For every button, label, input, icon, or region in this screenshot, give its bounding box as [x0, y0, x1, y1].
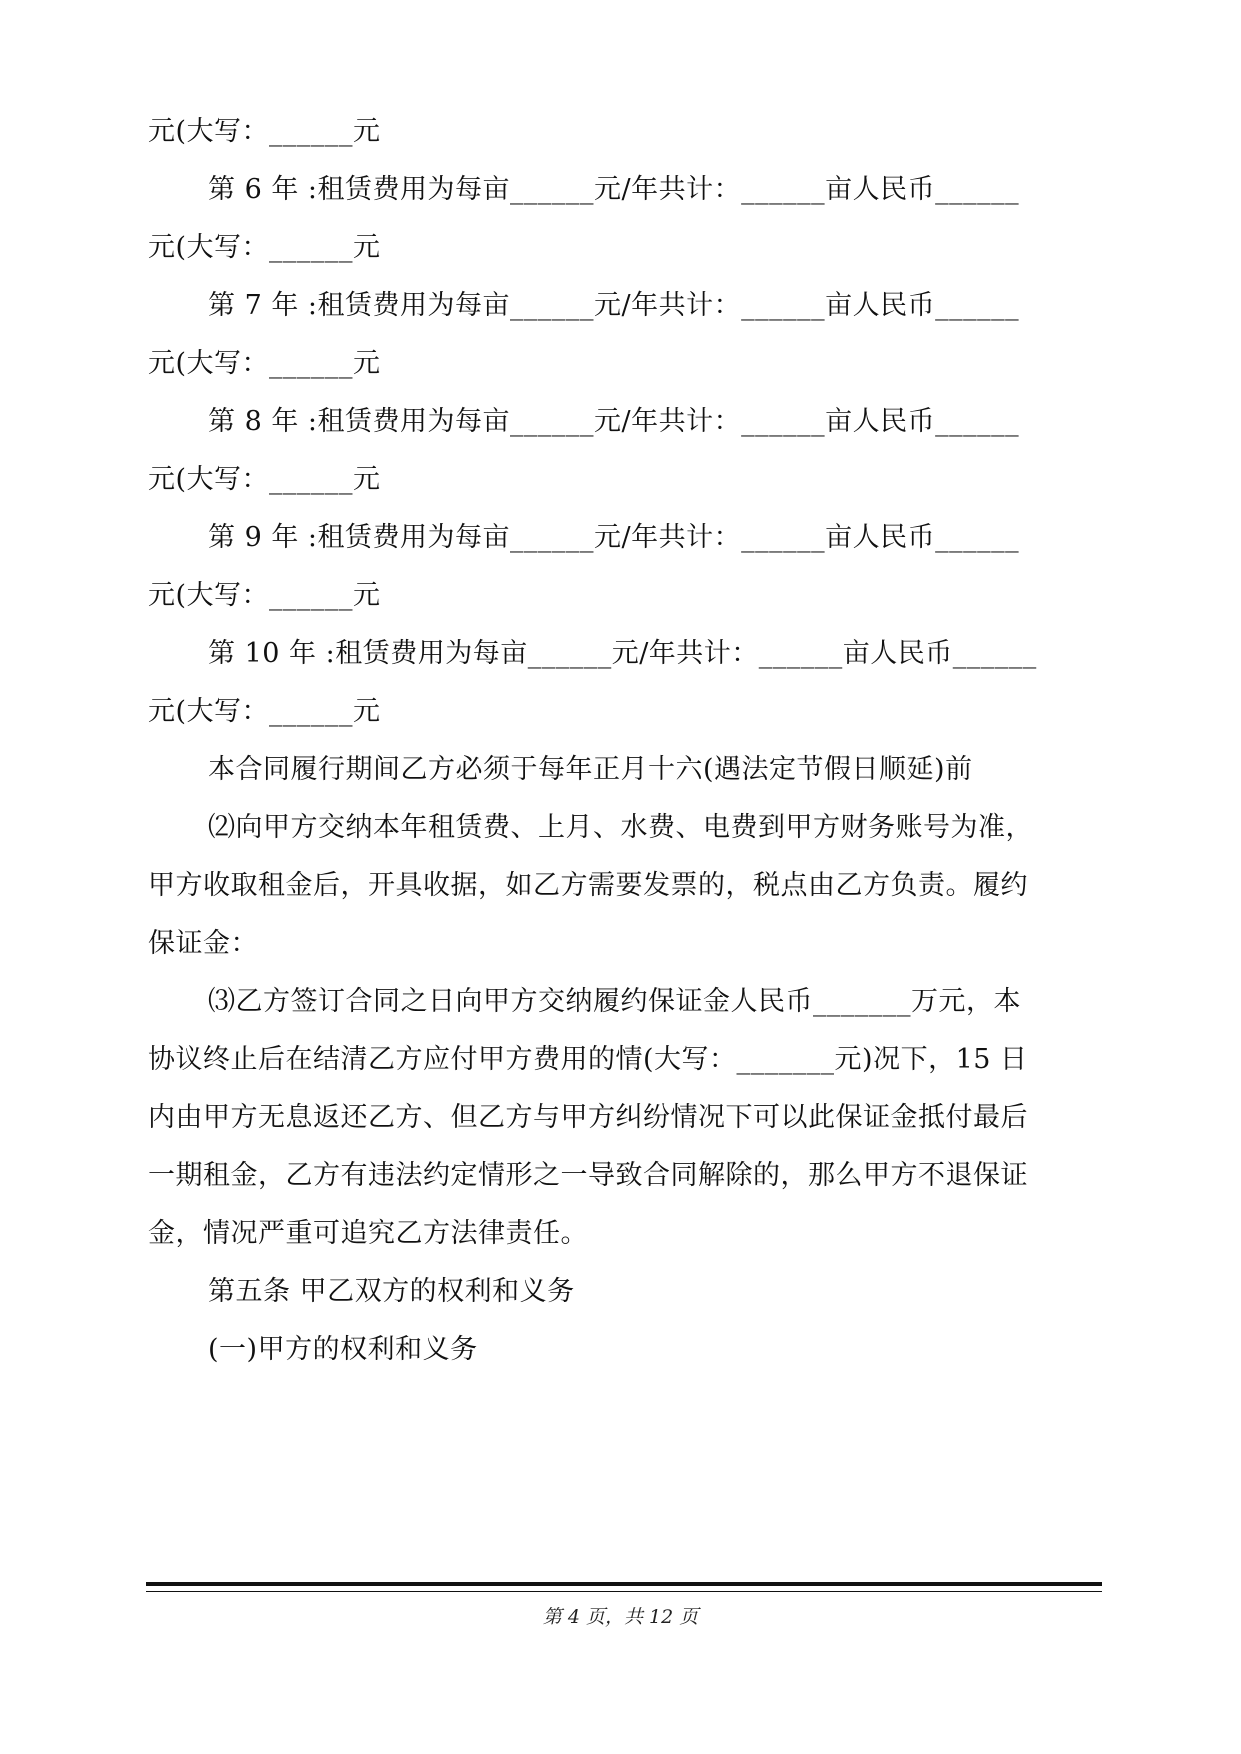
text-line: ⑵向甲方交纳本年租赁费、上月、水费、电费到甲方财务账号为准，: [208, 812, 1033, 843]
text-line: 第 8 年 :租赁费用为每亩______元/年共计：______亩人民币______: [208, 406, 1020, 437]
text-line: 元(大写：______元: [148, 580, 381, 611]
page-number: 第 4 页，共 12 页: [542, 1606, 699, 1628]
text-line: 一期租金，乙方有违法约定情形之一导致合同解除的，那么甲方不退保证: [148, 1160, 1028, 1191]
footer-divider-thick: [146, 1582, 1102, 1586]
text-line: 元(大写：______元: [148, 464, 381, 495]
text-line: ⑶乙方签订合同之日向甲方交纳履约保证金人民币_______万元，本: [208, 986, 1021, 1017]
text-line: 金，情况严重可追究乙方法律责任。: [148, 1218, 588, 1249]
section-heading: 第五条 甲乙双方的权利和义务: [208, 1276, 575, 1307]
text-line: 元(大写：______元: [148, 348, 381, 379]
text-line: 第 6 年 :租赁费用为每亩______元/年共计：______亩人民币______: [208, 174, 1020, 205]
text-line: 第 10 年 :租赁费用为每亩______元/年共计：______亩人民币______: [208, 638, 1037, 669]
text-line: 元(大写：______元: [148, 116, 381, 147]
text-line: 甲方收取租金后，开具收据，如乙方需要发票的，税点由乙方负责。履约: [148, 870, 1028, 901]
text-line: 元(大写：______元: [148, 232, 381, 263]
text-line: 保证金：: [148, 928, 258, 959]
text-line: 内由甲方无息返还乙方、但乙方与甲方纠纷情况下可以此保证金抵付最后: [148, 1102, 1028, 1133]
text-line: 本合同履行期间乙方必须于每年正月十六(遇法定节假日顺延)前: [208, 754, 973, 785]
text-line: 第 9 年 :租赁费用为每亩______元/年共计：______亩人民币______: [208, 522, 1020, 553]
footer-divider-thin: [146, 1591, 1102, 1592]
text-line: 元(大写：______元: [148, 696, 381, 727]
subsection-heading: (一)甲方的权利和义务: [208, 1334, 478, 1365]
text-line: 协议终止后在结清乙方应付甲方费用的情(大写：_______元)况下，15 日: [148, 1044, 1028, 1075]
text-line: 第 7 年 :租赁费用为每亩______元/年共计：______亩人民币______: [208, 290, 1020, 321]
